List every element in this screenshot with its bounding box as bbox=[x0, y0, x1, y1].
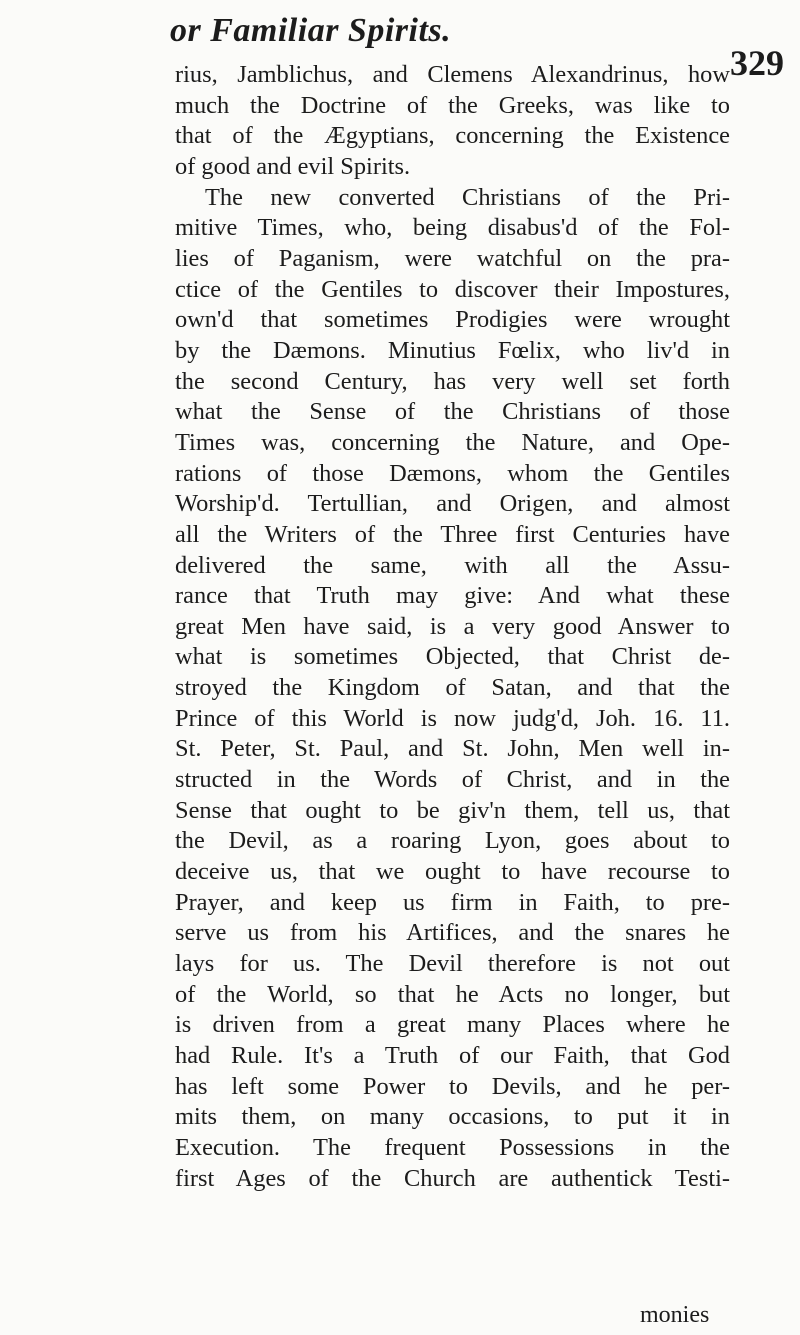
text-line: own'd that sometimes Prodigies were wrought bbox=[175, 306, 730, 334]
text-line: rance that Truth may give: And what these bbox=[175, 582, 730, 610]
text-line: Execution. The frequent Possessions in the bbox=[175, 1133, 730, 1161]
text-line: the second Century, has very well set forth bbox=[175, 367, 730, 395]
text-line: lies of Paganism, were watchful on the pra- bbox=[175, 244, 730, 272]
text-line: first Ages of the Church are authentick Testi- bbox=[175, 1164, 730, 1192]
text-line: what is sometimes Objected, that Christ de- bbox=[175, 643, 730, 671]
text-line: The new converted Christians of the Pri- bbox=[205, 183, 730, 211]
text-line: much the Doctrine of the Greeks, was like to bbox=[175, 91, 730, 119]
text-line: had Rule. It's a Truth of our Faith, that God bbox=[175, 1042, 730, 1069]
text-line: that of the Ægyptians, concerning the Existence bbox=[175, 122, 730, 150]
text-line: the Devil, as a roaring Lyon, goes about to bbox=[175, 827, 730, 855]
text-line: structed in the Words of Christ, and in the bbox=[175, 766, 730, 794]
text-line: what the Sense of the Christians of those bbox=[175, 398, 730, 426]
text-line: rius, Jamblichus, and Clemens Alexandrinus, how bbox=[175, 61, 730, 88]
text-line: mits them, on many occasions, to put it in bbox=[175, 1103, 730, 1131]
text-line: Times was, concerning the Nature, and Ope- bbox=[175, 428, 730, 456]
running-head: or Familiar Spirits. bbox=[170, 12, 452, 49]
text-line: Worship'd. Tertullian, and Origen, and almost bbox=[175, 490, 730, 518]
text-line: deceive us, that we ought to have recourse to bbox=[175, 858, 730, 886]
text-line: mitive Times, who, being disabus'd of the Fol- bbox=[175, 214, 730, 242]
text-line: Prince of this World is now judg'd, Joh. 16. 11. bbox=[175, 704, 730, 732]
catchword: monies bbox=[640, 1302, 710, 1328]
text-line: by the Dæmons. Minutius Fœlix, who liv'd in bbox=[175, 336, 730, 364]
text-line: of the World, so that he Acts no longer, but bbox=[175, 980, 730, 1008]
page-number: 329 bbox=[730, 43, 784, 83]
text-line: St. Peter, St. Paul, and St. John, Men well in- bbox=[175, 735, 730, 763]
text-line: stroyed the Kingdom of Satan, and that the bbox=[175, 674, 730, 702]
text-line: is driven from a great many Places where he bbox=[175, 1011, 730, 1039]
body-text bbox=[175, 60, 730, 1194]
text-line: Prayer, and keep us firm in Faith, to pre- bbox=[175, 888, 730, 916]
text-line: delivered the same, with all the Assu- bbox=[175, 551, 730, 579]
text-line: Sense that ought to be giv'n them, tell us, that bbox=[175, 796, 730, 824]
text-line: great Men have said, is a very good Answer to bbox=[175, 612, 730, 640]
text-line: of good and evil Spirits. bbox=[175, 152, 411, 180]
text-line: ctice of the Gentiles to discover their Impostures, bbox=[175, 275, 730, 303]
text-line: all the Writers of the Three first Centuries have bbox=[175, 520, 730, 548]
text-line: rations of those Dæmons, whom the Gentiles bbox=[175, 459, 730, 487]
text-line: serve us from his Artifices, and the snares he bbox=[175, 919, 730, 947]
text-line: lays for us. The Devil therefore is not out bbox=[175, 950, 730, 978]
text-line: has left some Power to Devils, and he per- bbox=[175, 1072, 730, 1100]
